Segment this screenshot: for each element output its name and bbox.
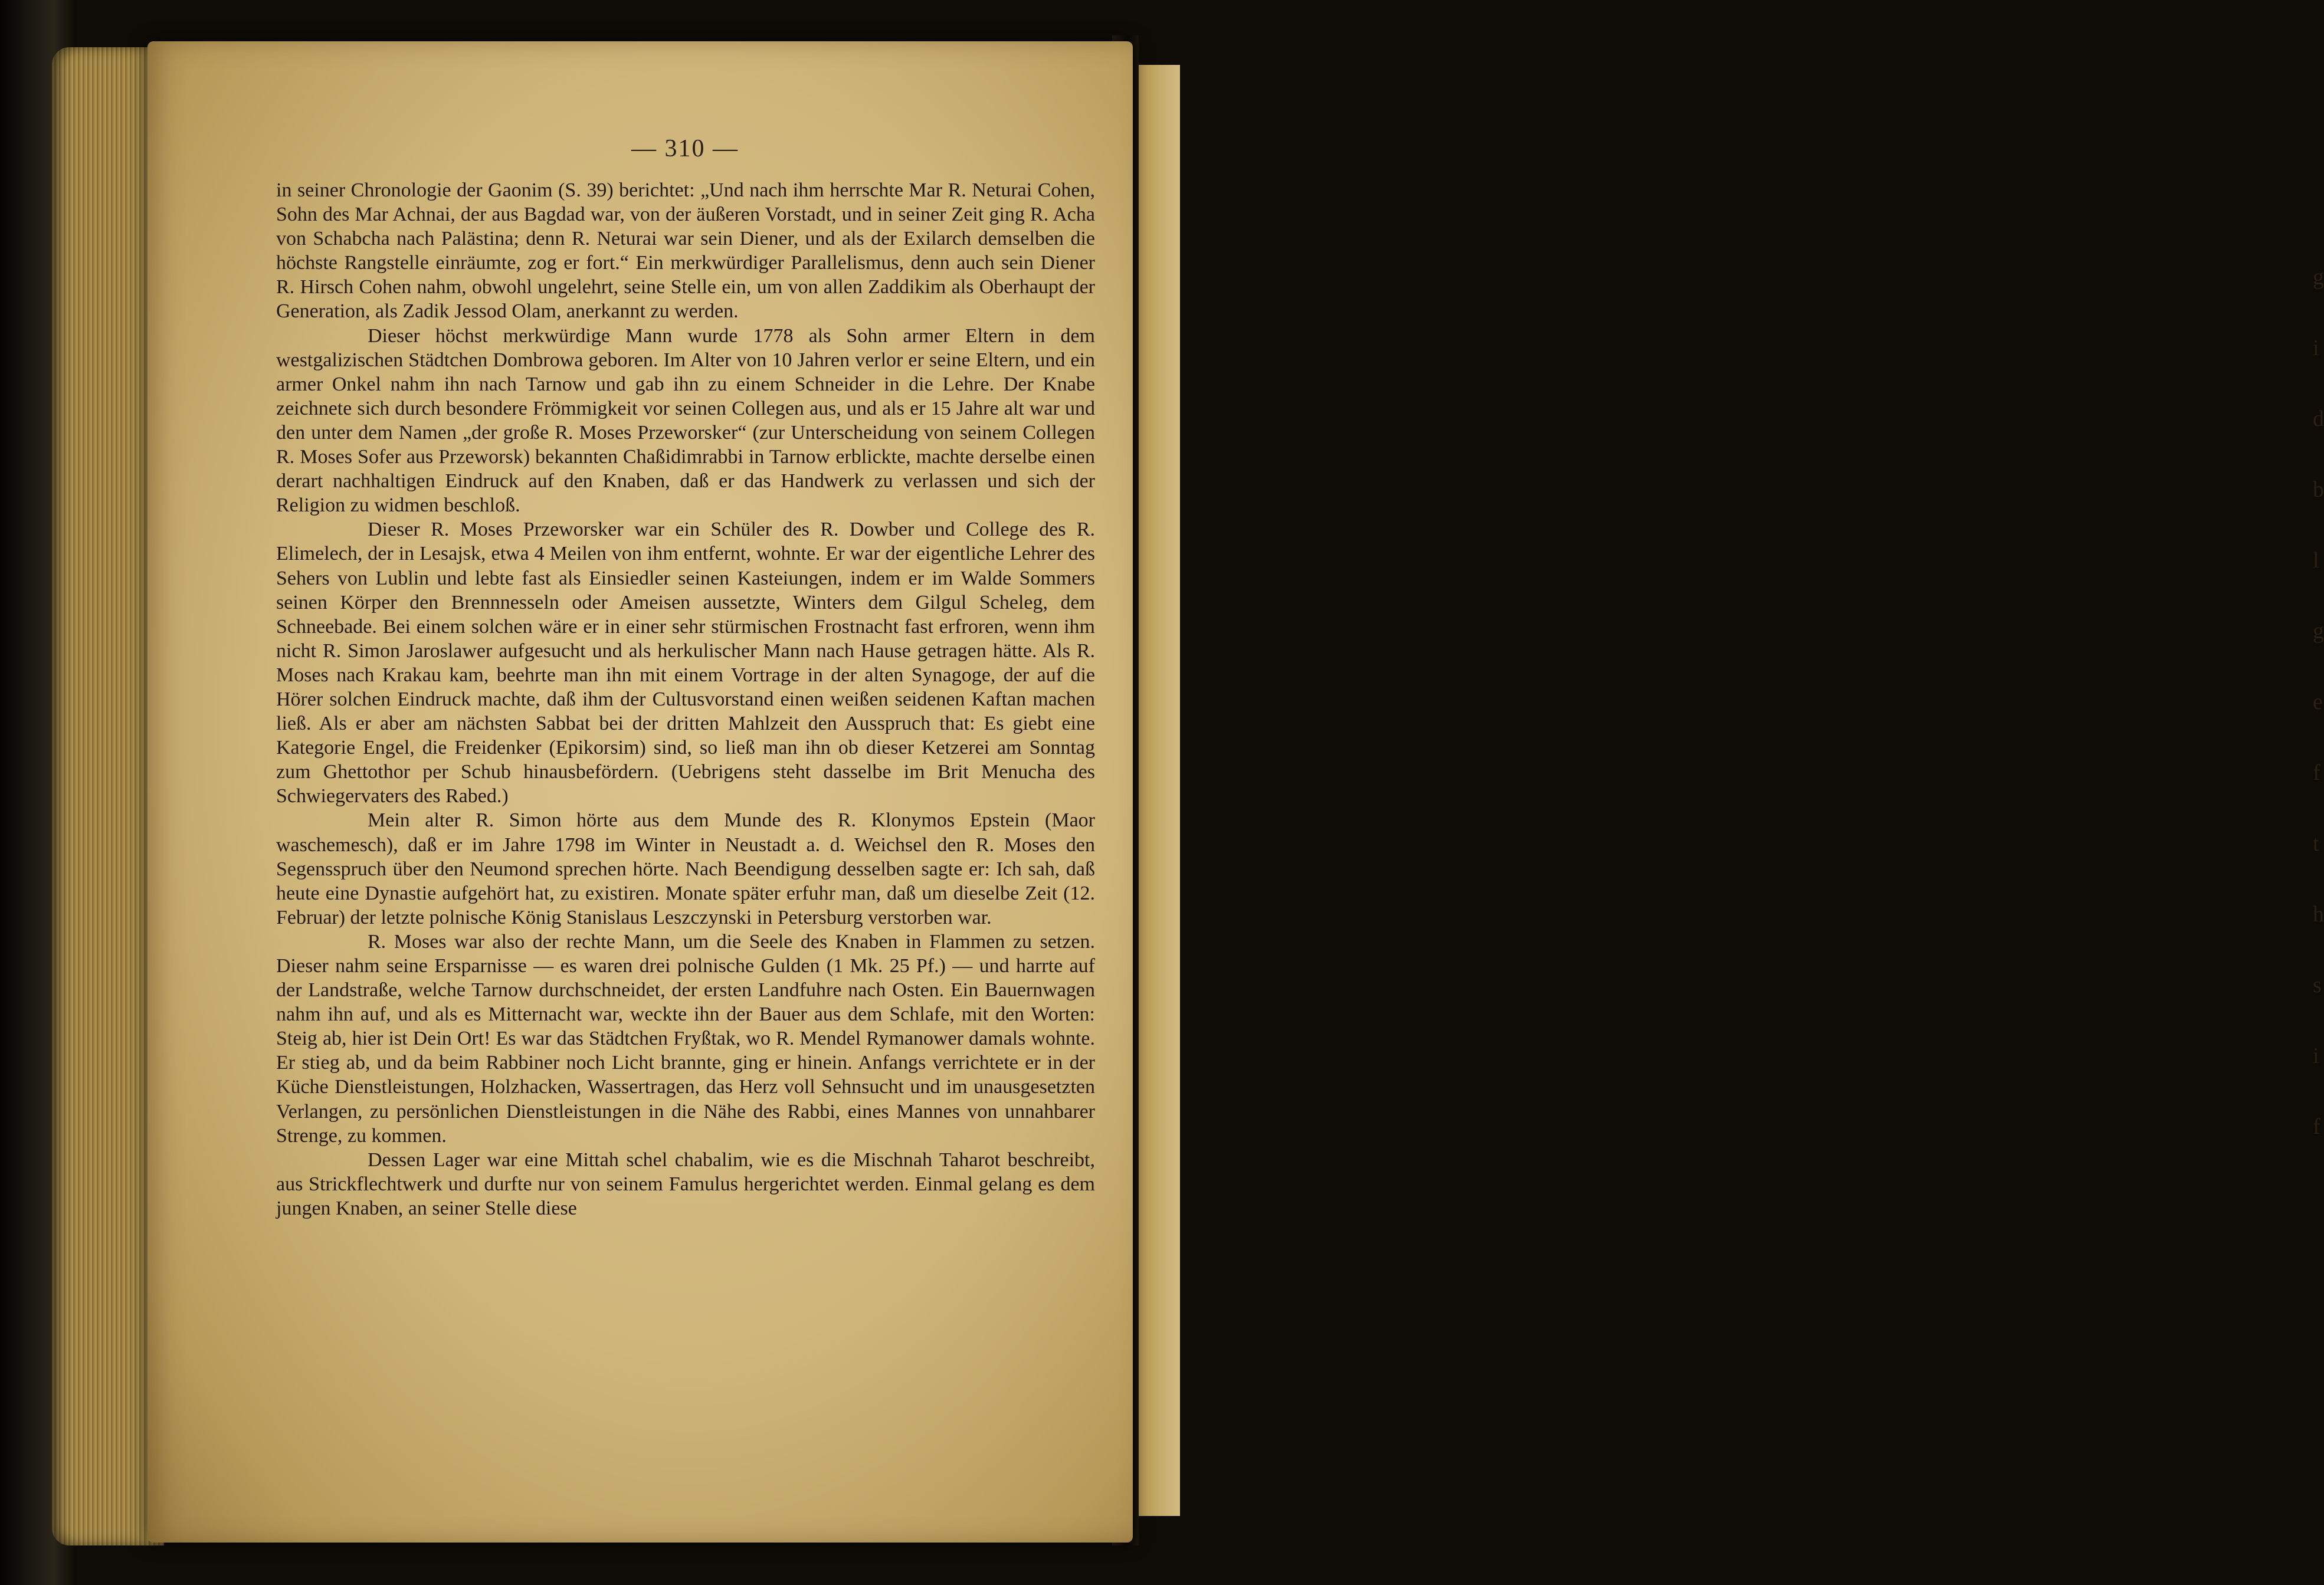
paragraph: in seiner Chronologie der Gaonim (S. 39) berichtet: „Und nach ihm herrschte Mar R. Neturai Cohen, Sohn des Mar Achnai, der aus Bagdad war, von der äußeren Vorstadt, und in seiner Zeit ging R. Acha von Schabcha nach Palästina; denn R. Neturai war sein Diener, und als der Exilarch demselben die höchste Rangstelle einräumte, zog er fort.“ Ein merkwürdiger Parallelismus, denn auch sein Diener R. Hirsch Cohen nahm, obwohl ungelehrt, seine Stelle ein, um von allen Zaddikim als Oberhaupt der Generation, als Zadik Jessod Olam, anerkannt zu werden. — [276, 179, 1095, 323]
paragraph: R. Moses war also der rechte Mann, um die Seele des Knaben in Flammen zu setzen. Dieser nahm seine Ersparnisse — es waren drei polnische Gulden (1 Mk. 25 Pf.) — und harrte auf der Landstraße, welche Tarnow durchschneidet, der ersten Landfuhre nach Osten. Ein Bauernwagen nahm ihn auf, und als es Mitternacht war, weckte ihn der Bauer aus dem Schlafe, mit den Worten: Steig ab, hier ist Dein Ort! Es war das Städtchen Fryßtak, wo R. Mendel Rymanower damals wohnte. Er stieg ab, und da beim Rabbiner noch Licht brannte, ging er hinein. Anfangs verrichtete er in der Küche Dienstleistungen, Holzhacken, Wassertragen, das Herz voll Sehnsucht und im unausgesetzten Verlangen, zu persönlichen Dienstleistungen in die Nähe des Rabbi, eines Mannes von unnahbarer Strenge, zu kommen. — [276, 930, 1095, 1147]
adjacent-page-text: g i d b l g e f t h s i f — [2313, 265, 2324, 1139]
paragraph: Mein alter R. Simon hörte aus dem Munde des R. Klonymos Epstein (Maor waschemesch), daß er im Jahre 1798 im Winter in Neustadt a. d. Weichsel den R. Moses den Segensspruch über den Neumond sprechen hörte. Nach Beendigung desselben sagte er: Ich sah, daß heute eine Dynastie aufgehört hat, zu existiren. Monate später erfuhr man, daß um dieselbe Zeit (12. Februar) der letzte polnische König Stanislaus Leszczynski in Petersburg verstorben war. — [276, 809, 1095, 928]
paragraph: Dieser R. Moses Przeworsker war ein Schüler des R. Dowber und College des R. Elimelech, der in Lesajsk, etwa 4 Meilen von ihm entfernt, wohnte. Er war der eigentliche Lehrer des Sehers von Lublin und lebte fast als Einsiedler seinen Kasteiungen, indem er im Walde Sommers seinen Körper den Brennnesseln oder Ameisen aussetzte, Winters dem Gilgul Scheleg, dem Schneebade. Bei einem solchen wäre er in einer sehr stürmischen Frostnacht fast erfroren, wenn ihm nicht R. Simon Jaroslawer aufgesucht und als herkulischer Mann nach Hause getragen hätte. Als R. Moses nach Krakau kam, beehrte man ihn mit einem Vortrage in der alten Synagoge, der auf die Hörer solchen Eindruck machte, daß ihm der Cultusvorstand einen weißen seidenen Kaftan machen ließ. Als er aber am nächsten Sabbat bei der dritten Mahlzeit den Ausspruch that: Es giebt eine Kategorie Engel, die Freidenker (Epikorsim) sind, so ließ man ihn ob dieser Ketzerei am Sonntag zum Ghettothor per Schub hinausbefördern. (Uebrigens steht dasselbe im Brit Menucha des Schwiegervaters des Rabed.) — [276, 519, 1095, 808]
adjacent-page — [1139, 65, 2324, 1516]
paragraph: Dieser höchst merkwürdige Mann wurde 1778 als Sohn armer Eltern in dem westgalizischen Städtchen Dombrowa geboren. Im Alter von 10 Jahren verlor er seine Eltern, und ein armer Onkel nahm ihn nach Tarnow und gab ihn zu einem Schneider in die Lehre. Der Knabe zeichnete sich durch besondere Frömmigkeit vor seinen Collegen aus, und als er 15 Jahre alt war und den unter dem Namen „der große R. Moses Przeworsker“ (zur Unterscheidung von seinem Collegen R. Moses Sofer aus Przeworsk) bekannten Chaßidimrabbi in Tarnow erblickte, machte derselbe einen derart nachhaltigen Eindruck auf den Knaben, daß er das Handwerk zu verlassen und sich der Religion zu widmen beschloß. — [276, 324, 1095, 517]
page-body-text — [276, 178, 1095, 1435]
paragraph: Dessen Lager war eine Mittah schel chabalim, wie es die Mischnah Taharot beschreibt, aus Strickflechtwerk und durfte nur von seinem Famulus hergerichtet werden. Einmal gelang es dem jungen Knaben, an seiner Stelle diese — [276, 1148, 1095, 1219]
page-number: — 310 — — [631, 135, 739, 162]
